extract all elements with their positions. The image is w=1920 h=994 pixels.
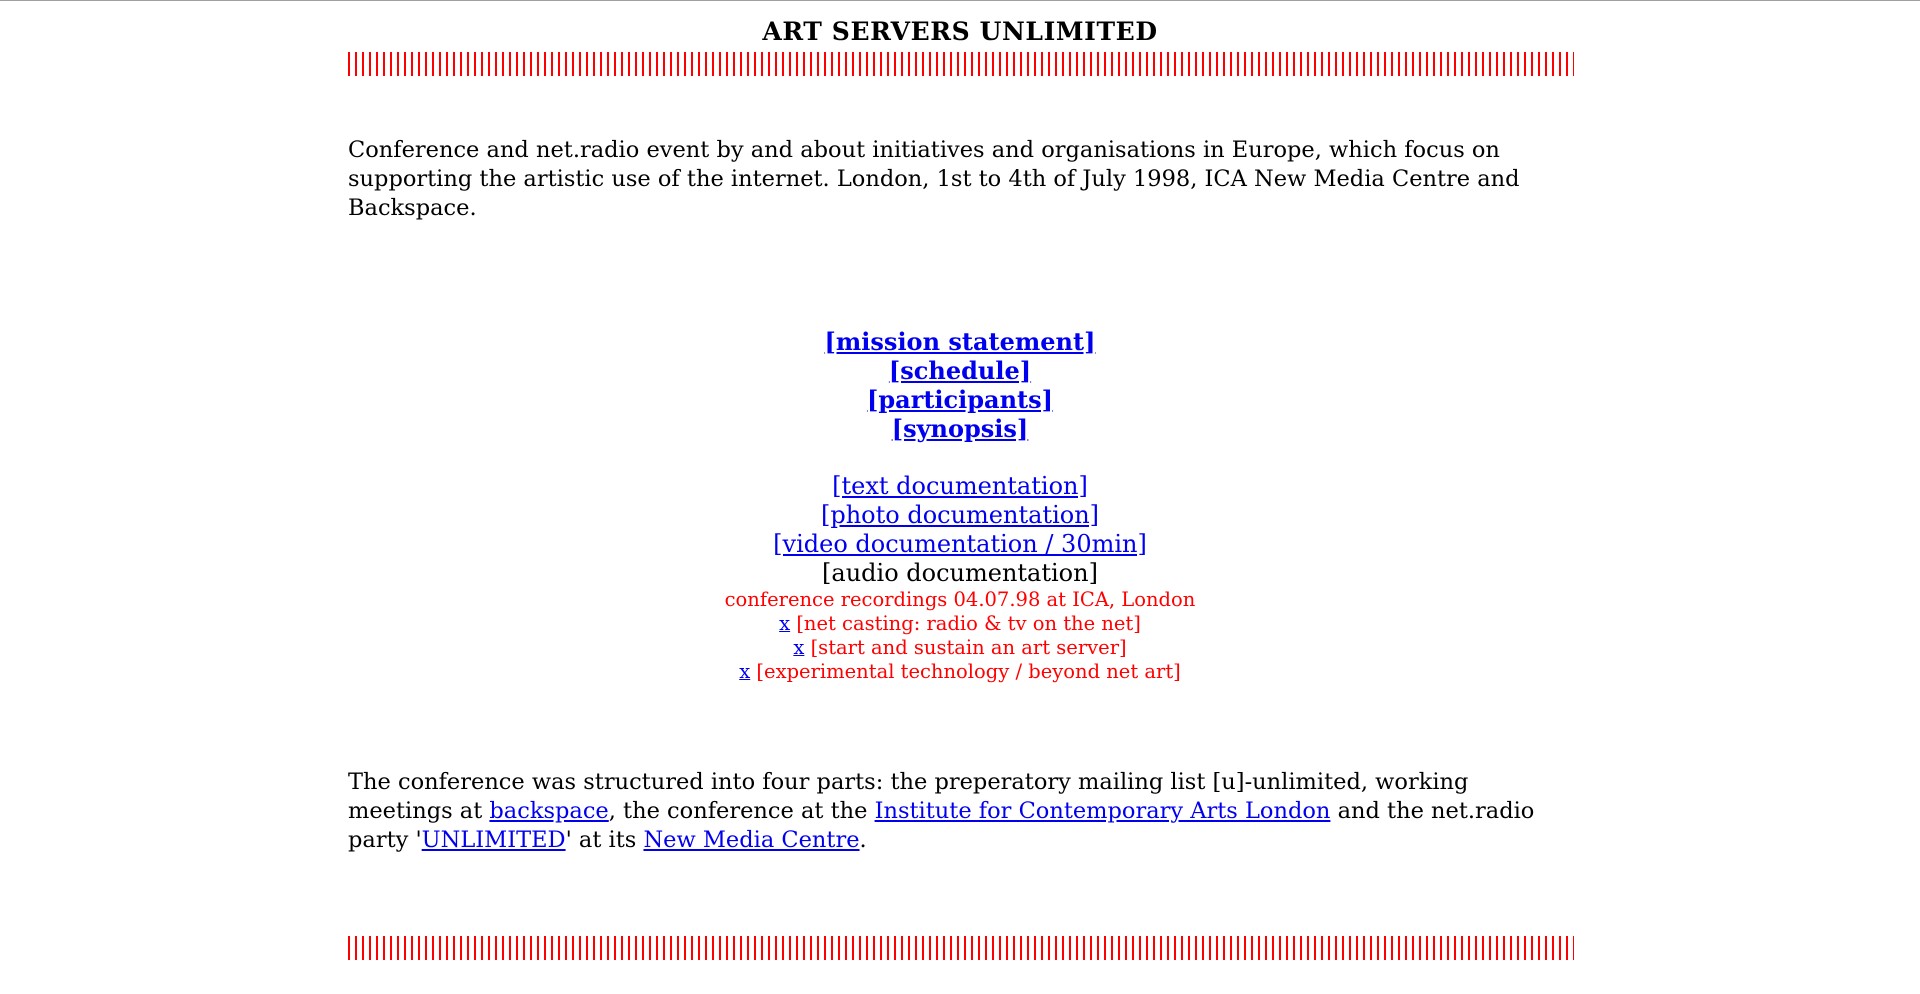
bottom-divider-bar	[348, 936, 1574, 960]
recording-label: [net casting: radio & tv on the net]	[796, 612, 1141, 635]
link-ica-london[interactable]: Institute for Contemporary Arts London	[874, 798, 1331, 824]
outro-paragraph	[348, 768, 1578, 855]
recording-link-net-casting[interactable]: x	[779, 612, 791, 635]
outro-text: , the conference at the	[608, 798, 875, 824]
nav-photo-documentation-row	[0, 501, 1920, 530]
outro-text: The conference was structured into four parts: the preperatory mailing list [u]-unlimited, working meetings at	[348, 769, 1469, 824]
recording-label: [start and sustain an art server]	[810, 636, 1127, 659]
nav-video-documentation-row	[0, 530, 1920, 559]
nav-spacer	[0, 443, 1920, 472]
recording-label: [experimental technology / beyond net art]	[756, 660, 1181, 683]
recording-item	[0, 660, 1920, 684]
page	[0, 1, 1920, 994]
intro-paragraph: Conference and net.radio event by and about initiatives and organisations in Europe, which focus on supporting the artistic use of the internet. London, 1st to 4th of July 1998, ICA New Media Centre and Backspace.	[348, 137, 1520, 221]
link-new-media-centre[interactable]: New Media Centre	[643, 827, 860, 853]
navigation-menu	[0, 327, 1920, 684]
link-photo-documentation[interactable]: [photo documentation]	[820, 501, 1100, 529]
link-schedule[interactable]: [schedule]	[888, 356, 1032, 385]
audio-recordings-caption: conference recordings 04.07.98 at ICA, London	[724, 588, 1196, 611]
outro-text: and the net.radio party '	[348, 798, 1535, 853]
top-divider-bar	[348, 52, 1574, 76]
link-synopsis[interactable]: [synopsis]	[891, 414, 1029, 443]
nav-text-documentation-row	[0, 472, 1920, 501]
link-unlimited[interactable]: UNLIMITED	[421, 827, 566, 853]
audio-documentation-heading: [audio documentation]	[822, 559, 1098, 587]
link-video-documentation[interactable]: [video documentation / 30min]	[773, 530, 1147, 558]
link-text-documentation[interactable]: [text documentation]	[832, 472, 1088, 500]
recording-link-art-server[interactable]: x	[793, 636, 805, 659]
recording-link-experimental-technology[interactable]: x	[739, 660, 751, 683]
outro-text: .	[859, 827, 867, 853]
page-title: ART SERVERS UNLIMITED	[762, 17, 1158, 46]
recording-item	[0, 636, 1920, 660]
recording-item	[0, 612, 1920, 636]
outro-text: ' at its	[565, 827, 644, 853]
link-mission-statement[interactable]: [mission statement]	[824, 327, 1096, 356]
link-backspace[interactable]: backspace	[489, 798, 609, 824]
link-participants[interactable]: [participants]	[867, 385, 1053, 414]
